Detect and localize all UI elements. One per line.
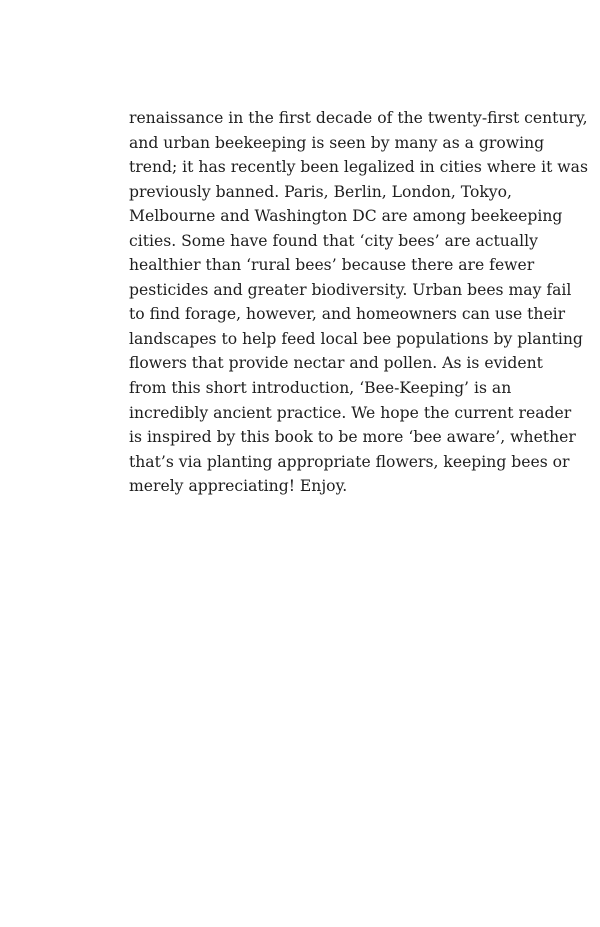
text-line: renaissance in the first decade of the twenty-first century,: [129, 109, 588, 127]
text-line: incredibly ancient practice. We hope the current reader: [129, 403, 572, 422]
text-line: is inspired by this book to be more ‘bee aware’, whether: [129, 428, 576, 447]
text-line: landscapes to help feed local bee populations by planting: [129, 329, 583, 348]
text-line: and urban beekeeping is seen by many as a growing: [129, 133, 545, 152]
text-line: healthier than ‘rural bees’ because there are fewer: [129, 256, 535, 275]
text-line: trend; it has recently been legalized in cities where it was: [129, 158, 588, 177]
text-line: that’s via planting appropriate flowers, keeping bees or: [129, 452, 570, 471]
body-paragraph: [129, 106, 588, 499]
text-line: cities. Some have found that ‘city bees’ are actually: [129, 231, 538, 250]
text-line: to find forage, however, and homeowners can use their: [129, 305, 566, 324]
text-line: pesticides and greater biodiversity. Urban bees may fail: [129, 280, 572, 299]
text-line: merely appreciating! Enjoy.: [129, 477, 348, 496]
text-line: previously banned. Paris, Berlin, London, Tokyo,: [129, 182, 512, 201]
text-line: Melbourne and Washington DC are among beekeeping: [129, 207, 563, 226]
text-line: from this short introduction, ‘Bee-Keeping’ is an: [129, 379, 512, 398]
text-line: flowers that provide nectar and pollen. As is evident: [129, 354, 543, 373]
